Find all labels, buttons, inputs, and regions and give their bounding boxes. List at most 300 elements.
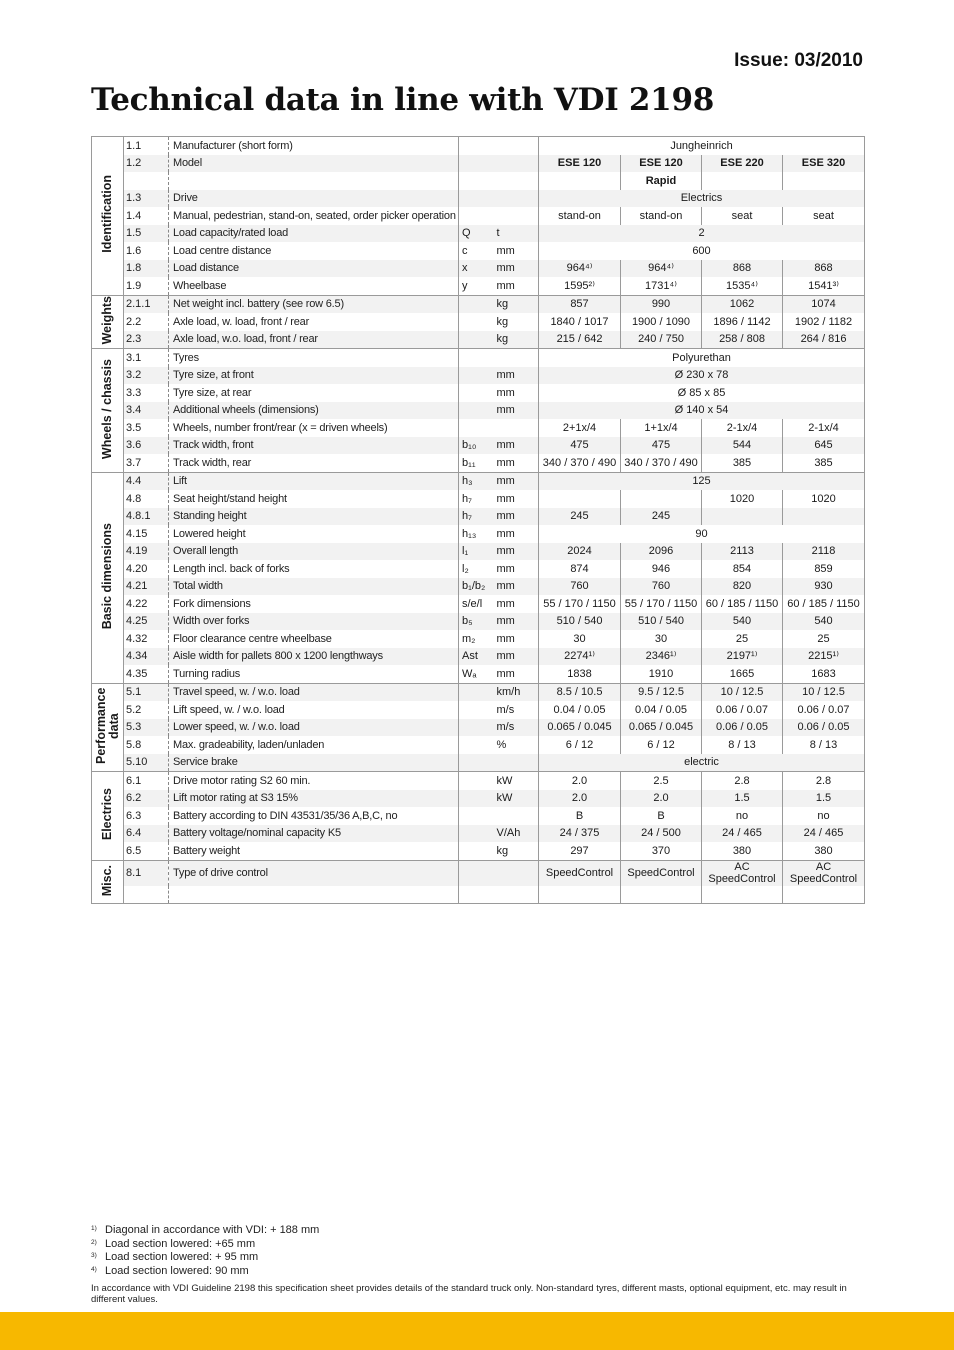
value-cell: 1595²⁾ [539, 277, 621, 295]
row-number: 4.35 [124, 665, 169, 683]
row-number: 2.2 [124, 313, 169, 331]
value-cell: 1840 / 1017 [539, 313, 621, 331]
row-unit: km/h [494, 683, 539, 701]
row-description: Overall length [169, 543, 459, 561]
value-cell-spanned: Polyurethan [539, 349, 865, 367]
row-description: Lift motor rating at S3 15% [169, 790, 459, 808]
value-cell: 8 / 13 [783, 736, 865, 754]
value-cell: no [702, 807, 783, 825]
row-unit: mm [496, 244, 515, 257]
value-cell [539, 886, 621, 904]
value-cell: 30 [539, 630, 621, 648]
value-cell: 854 [702, 560, 783, 578]
row-symbol: h₇ [459, 508, 494, 526]
value-cell: 60 / 185 / 1150 [783, 595, 865, 613]
row-description [169, 172, 459, 190]
value-cell-spanned: Ø 85 x 85 [539, 384, 865, 402]
row-unit: m/s [494, 719, 539, 737]
value-cell: 385 [702, 454, 783, 472]
value-cell [621, 886, 702, 904]
value-cell: 245 [539, 508, 621, 526]
row-symbol: s/e/l [459, 595, 494, 613]
value-cell: 10 / 12.5 [702, 683, 783, 701]
row-description: Drive [169, 190, 459, 208]
value-cell: 475 [539, 437, 621, 455]
row-unit [494, 137, 539, 155]
value-cell: 1020 [702, 490, 783, 508]
table-row [92, 860, 865, 886]
row-description: Battery according to DIN 43531/35/36 A,B,C, no [173, 809, 398, 822]
row-description: Track width, rear [173, 456, 252, 469]
table-row [92, 242, 865, 260]
footnote [91, 1265, 319, 1279]
section-label [92, 772, 124, 861]
row-number: 3.3 [124, 384, 169, 402]
table-row [92, 842, 865, 860]
row-number: 1.9 [124, 277, 169, 295]
value-cell: 0.065 / 0.045 [621, 719, 702, 737]
table-row [92, 648, 865, 666]
row-description: Additional wheels (dimensions) [169, 402, 459, 420]
table-row [92, 207, 865, 225]
row-symbol [459, 384, 494, 402]
row-unit: t [494, 225, 539, 243]
row-number: 6.3 [124, 807, 169, 825]
row-number: 2.1.1 [124, 295, 169, 313]
row-description: Load distance [169, 260, 459, 278]
value-cell: SpeedControl [539, 860, 621, 886]
row-number: 1.4 [124, 207, 169, 225]
value-cell: 24 / 500 [621, 825, 702, 843]
value-cell: 2024 [539, 543, 621, 561]
row-number: 8.1 [124, 860, 169, 886]
row-unit: kg [496, 844, 509, 857]
value-cell: 245 [621, 508, 702, 526]
value-cell [702, 886, 783, 904]
row-number: 1.6 [124, 242, 169, 260]
row-unit: mm [496, 386, 515, 399]
row-description: Manual, pedestrian, stand-on, seated, order picker operation [173, 209, 456, 222]
value-cell: 2.0 [621, 790, 702, 808]
row-unit: mm [494, 367, 539, 385]
row-number: 4.19 [124, 543, 169, 561]
value-cell: 2346¹⁾ [621, 648, 702, 666]
section-label [92, 683, 124, 772]
value-cell: 24 / 375 [539, 825, 621, 843]
value-cell: 1.5 [702, 790, 783, 808]
value-cell: 1+1x/4 [621, 419, 702, 437]
value-cell: 0.04 / 0.05 [621, 701, 702, 719]
row-number: 3.5 [124, 419, 169, 437]
value-cell: ESE 320 [783, 155, 865, 173]
value-cell-spanned: 90 [539, 525, 865, 543]
value-cell-spanned: Jungheinrich [539, 137, 865, 155]
value-cell: 540 [702, 613, 783, 631]
row-symbol [459, 137, 494, 155]
table-row [92, 719, 865, 737]
row-description: Lift speed, w. / w.o. load [173, 703, 285, 716]
row-description: Service brake [169, 754, 459, 772]
table-row [92, 384, 865, 402]
value-cell-spanned: 125 [539, 472, 865, 490]
table-row [92, 277, 865, 295]
row-description: Axle load, w.o. load, front / rear [169, 331, 459, 349]
row-symbol: b₁₁ [459, 454, 494, 472]
row-description: Lower speed, w. / w.o. load [169, 719, 459, 737]
table-row [92, 402, 865, 420]
row-symbol: h₇ [459, 490, 494, 508]
row-description: Width over forks [169, 613, 459, 631]
section-label [92, 472, 124, 683]
section-label-text: Electrics [100, 788, 114, 841]
row-unit: mm [494, 472, 539, 490]
row-unit: % [496, 738, 507, 751]
disclaimer: In accordance with VDI Guideline 2198 this specification sheet provides details of the standard truck only. Non-standard tyres, different masts, optional equipment, etc. may result in different values. [91, 1283, 847, 1305]
value-cell: 297 [539, 842, 621, 860]
value-cell: 510 / 540 [621, 613, 702, 631]
row-symbol [459, 155, 494, 173]
section-label-text: Weights [100, 296, 114, 345]
value-cell: 2-1x/4 [783, 419, 865, 437]
value-cell: 340 / 370 / 490 [539, 454, 621, 472]
value-cell: AC SpeedControl [783, 860, 865, 886]
table-row [92, 137, 865, 155]
value-cell: 0.06 / 0.07 [702, 701, 783, 719]
footnote-text: Diagonal in accordance with VDI: + 188 mm [105, 1224, 320, 1236]
row-symbol [459, 190, 494, 208]
row-number: 4.8 [124, 490, 169, 508]
table-row [92, 225, 865, 243]
value-cell: 475 [621, 437, 702, 455]
value-cell [539, 490, 621, 508]
value-cell: 380 [702, 842, 783, 860]
row-description: Fork dimensions [173, 597, 251, 610]
value-cell: 2.5 [621, 772, 702, 790]
issue-date: Issue: 03/2010 [734, 50, 863, 71]
value-cell-spanned: electric [539, 754, 865, 772]
table-row [92, 578, 865, 596]
row-number: 1.5 [124, 225, 169, 243]
row-symbol [459, 402, 494, 420]
value-cell-spanned: 2 [539, 225, 865, 243]
row-unit: mm [494, 648, 539, 666]
row-unit: mm [494, 578, 539, 596]
row-number: 4.8.1 [124, 508, 169, 526]
table-row [92, 295, 865, 313]
footnote [91, 1238, 319, 1252]
table-row [92, 190, 865, 208]
value-cell: 1683 [783, 665, 865, 683]
row-description: Travel speed, w. / w.o. load [169, 683, 459, 701]
value-cell: 859 [783, 560, 865, 578]
row-symbol: Q [459, 225, 494, 243]
value-cell: 25 [702, 630, 783, 648]
table-row [92, 790, 865, 808]
row-symbol [459, 886, 494, 904]
value-cell: 370 [621, 842, 702, 860]
row-number: 3.4 [124, 402, 169, 420]
value-cell: 1910 [621, 665, 702, 683]
table-row [92, 772, 865, 790]
row-number: 1.3 [124, 190, 169, 208]
row-unit: mm [496, 667, 515, 680]
row-description: Aisle width for pallets 800 x 1200 lengthways [169, 648, 459, 666]
row-symbol [459, 754, 494, 772]
row-symbol [459, 842, 494, 860]
row-description: Max. gradeability, laden/unladen [173, 738, 325, 751]
row-symbol [459, 790, 494, 808]
row-description: Model [169, 155, 459, 173]
row-unit: kg [494, 295, 539, 313]
value-cell: 1902 / 1182 [783, 313, 865, 331]
table-row [92, 825, 865, 843]
row-unit: mm [494, 260, 539, 278]
value-cell: 510 / 540 [539, 613, 621, 631]
value-cell: 540 [783, 613, 865, 631]
table-row [92, 736, 865, 754]
value-cell: 2197¹⁾ [702, 648, 783, 666]
value-cell: 1896 / 1142 [702, 313, 783, 331]
value-cell: 2.8 [783, 772, 865, 790]
page-title: Technical data in line with VDI 2198 [91, 82, 714, 118]
row-symbol [459, 736, 494, 754]
row-description: Load centre distance [173, 244, 272, 257]
row-description: Manufacturer (short form) [173, 139, 293, 152]
value-cell: 2113 [702, 543, 783, 561]
value-cell: 1.5 [783, 790, 865, 808]
table-row [92, 665, 865, 683]
row-symbol: y [459, 277, 494, 295]
row-symbol [459, 172, 494, 190]
table-row [92, 807, 865, 825]
spec-table-body [92, 137, 865, 904]
row-number: 4.4 [124, 472, 169, 490]
row-symbol: h₃ [459, 472, 494, 490]
row-unit: kW [494, 772, 539, 790]
value-cell: seat [702, 207, 783, 225]
row-description: Total width [169, 578, 459, 596]
row-number: 6.1 [124, 772, 169, 790]
value-cell: 760 [539, 578, 621, 596]
footnote [91, 1224, 319, 1238]
value-cell: 264 / 816 [783, 331, 865, 349]
row-number: 4.34 [124, 648, 169, 666]
row-unit: kg [494, 331, 539, 349]
row-symbol [459, 825, 494, 843]
row-symbol [459, 807, 494, 825]
value-cell: 964⁴⁾ [539, 260, 621, 278]
value-cell: stand-on [621, 207, 702, 225]
row-number: 5.2 [124, 701, 169, 719]
row-symbol: Wₐ [459, 665, 494, 683]
row-description: Wheels, number front/rear (x = driven wheels) [173, 421, 388, 434]
table-row [92, 313, 865, 331]
row-symbol [459, 719, 494, 737]
value-cell: 240 / 750 [621, 331, 702, 349]
row-unit: mm [494, 613, 539, 631]
value-cell: no [783, 807, 865, 825]
value-cell [783, 886, 865, 904]
table-row [92, 437, 865, 455]
table-row [92, 349, 865, 367]
value-cell: 1900 / 1090 [621, 313, 702, 331]
accent-footer-bar [0, 1312, 954, 1350]
value-cell: 215 / 642 [539, 331, 621, 349]
table-row [92, 172, 865, 190]
row-unit [494, 754, 539, 772]
footnote-text: Load section lowered: +65 mm [105, 1237, 256, 1250]
section-label-text: Misc. [100, 864, 114, 896]
table-row [92, 543, 865, 561]
table-row [92, 595, 865, 613]
value-cell: 2.8 [702, 772, 783, 790]
row-unit: mm [496, 492, 515, 505]
value-cell: 1062 [702, 295, 783, 313]
row-symbol: c [459, 242, 494, 260]
row-symbol: h₁₃ [459, 525, 494, 543]
row-unit [494, 807, 539, 825]
table-row [92, 613, 865, 631]
row-description: Turning radius [173, 667, 241, 680]
row-unit [494, 172, 539, 190]
value-cell: 385 [783, 454, 865, 472]
row-unit [494, 155, 539, 173]
value-cell: 2-1x/4 [702, 419, 783, 437]
table-row [92, 525, 865, 543]
row-symbol [459, 419, 494, 437]
value-cell: 857 [539, 295, 621, 313]
value-cell-spanned: 600 [539, 242, 865, 260]
value-cell: 2118 [783, 543, 865, 561]
row-symbol [459, 349, 494, 367]
value-cell: 9.5 / 12.5 [621, 683, 702, 701]
row-unit: mm [496, 527, 515, 540]
value-cell: 0.06 / 0.05 [702, 719, 783, 737]
value-cell: 0.065 / 0.045 [539, 719, 621, 737]
value-cell: ESE 120 [621, 155, 702, 173]
row-description: Type of drive control [169, 860, 459, 886]
value-cell: SpeedControl [621, 860, 702, 886]
value-cell: 25 [783, 630, 865, 648]
value-cell [702, 508, 783, 526]
value-cell: seat [783, 207, 865, 225]
row-description [169, 886, 459, 904]
table-row [92, 560, 865, 578]
row-number: 3.7 [124, 454, 169, 472]
table-row [92, 419, 865, 437]
section-label [92, 349, 124, 473]
row-unit: kg [496, 315, 509, 328]
row-symbol [459, 367, 494, 385]
section-label [92, 137, 124, 296]
table-row [92, 701, 865, 719]
footnote-mark: 4) [91, 1265, 97, 1273]
row-symbol: Ast [459, 648, 494, 666]
row-symbol: l₂ [459, 560, 494, 578]
value-cell: B [539, 807, 621, 825]
row-description: Seat height/stand height [173, 492, 287, 505]
row-unit [494, 349, 539, 367]
row-number: 5.3 [124, 719, 169, 737]
row-unit: mm [496, 597, 515, 610]
value-cell: 868 [783, 260, 865, 278]
row-description: Floor clearance centre wheelbase [173, 632, 332, 645]
value-cell: 1541³⁾ [783, 277, 865, 295]
value-cell: 930 [783, 578, 865, 596]
value-cell: 2.0 [539, 772, 621, 790]
value-cell: 6 / 12 [621, 736, 702, 754]
value-cell: 1535⁴⁾ [702, 277, 783, 295]
row-description: Tyre size, at front [169, 367, 459, 385]
row-symbol [459, 701, 494, 719]
row-number: 4.15 [124, 525, 169, 543]
value-cell: 10 / 12.5 [783, 683, 865, 701]
row-unit [494, 886, 539, 904]
value-cell: 2+1x/4 [539, 419, 621, 437]
footnote-text: Load section lowered: 90 mm [105, 1264, 249, 1277]
row-symbol [459, 207, 494, 225]
row-number: 3.1 [124, 349, 169, 367]
value-cell: 24 / 465 [783, 825, 865, 843]
row-description: Wheelbase [173, 279, 227, 292]
row-symbol [459, 683, 494, 701]
row-number: 4.20 [124, 560, 169, 578]
row-symbol: m₂ [459, 630, 494, 648]
value-cell: 2274¹⁾ [539, 648, 621, 666]
row-unit: mm [494, 402, 539, 420]
row-unit: m/s [496, 703, 515, 716]
row-number: 6.5 [124, 842, 169, 860]
value-cell: 24 / 465 [702, 825, 783, 843]
row-number: 1.2 [124, 155, 169, 173]
row-number: 6.4 [124, 825, 169, 843]
row-description: Drive motor rating S2 60 min. [169, 772, 459, 790]
row-symbol: b₁₀ [459, 437, 494, 455]
spec-table [91, 136, 865, 904]
value-cell: ESE 220 [702, 155, 783, 173]
row-number: 4.25 [124, 613, 169, 631]
value-cell: 55 / 170 / 1150 [621, 595, 702, 613]
table-row [92, 683, 865, 701]
table-row [92, 490, 865, 508]
table-row [92, 331, 865, 349]
value-cell [621, 490, 702, 508]
value-cell [702, 172, 783, 190]
value-cell: 6 / 12 [539, 736, 621, 754]
row-description: Battery voltage/nominal capacity K5 [169, 825, 459, 843]
table-row [92, 754, 865, 772]
row-symbol [459, 313, 494, 331]
value-cell: 874 [539, 560, 621, 578]
value-cell: B [621, 807, 702, 825]
value-cell: 946 [621, 560, 702, 578]
value-cell-spanned: Ø 230 x 78 [539, 367, 865, 385]
row-unit: mm [496, 562, 515, 575]
value-cell: 990 [621, 295, 702, 313]
value-cell: 258 / 808 [702, 331, 783, 349]
row-description: Tyre size, at rear [173, 386, 252, 399]
value-cell: 1665 [702, 665, 783, 683]
row-number: 4.21 [124, 578, 169, 596]
row-description: Lift [169, 472, 459, 490]
value-cell: 30 [621, 630, 702, 648]
value-cell: 645 [783, 437, 865, 455]
value-cell: 0.04 / 0.05 [539, 701, 621, 719]
row-symbol: x [459, 260, 494, 278]
value-cell: AC SpeedControl [702, 860, 783, 886]
value-cell: 0.06 / 0.07 [783, 701, 865, 719]
row-description: Length incl. back of forks [173, 562, 290, 575]
